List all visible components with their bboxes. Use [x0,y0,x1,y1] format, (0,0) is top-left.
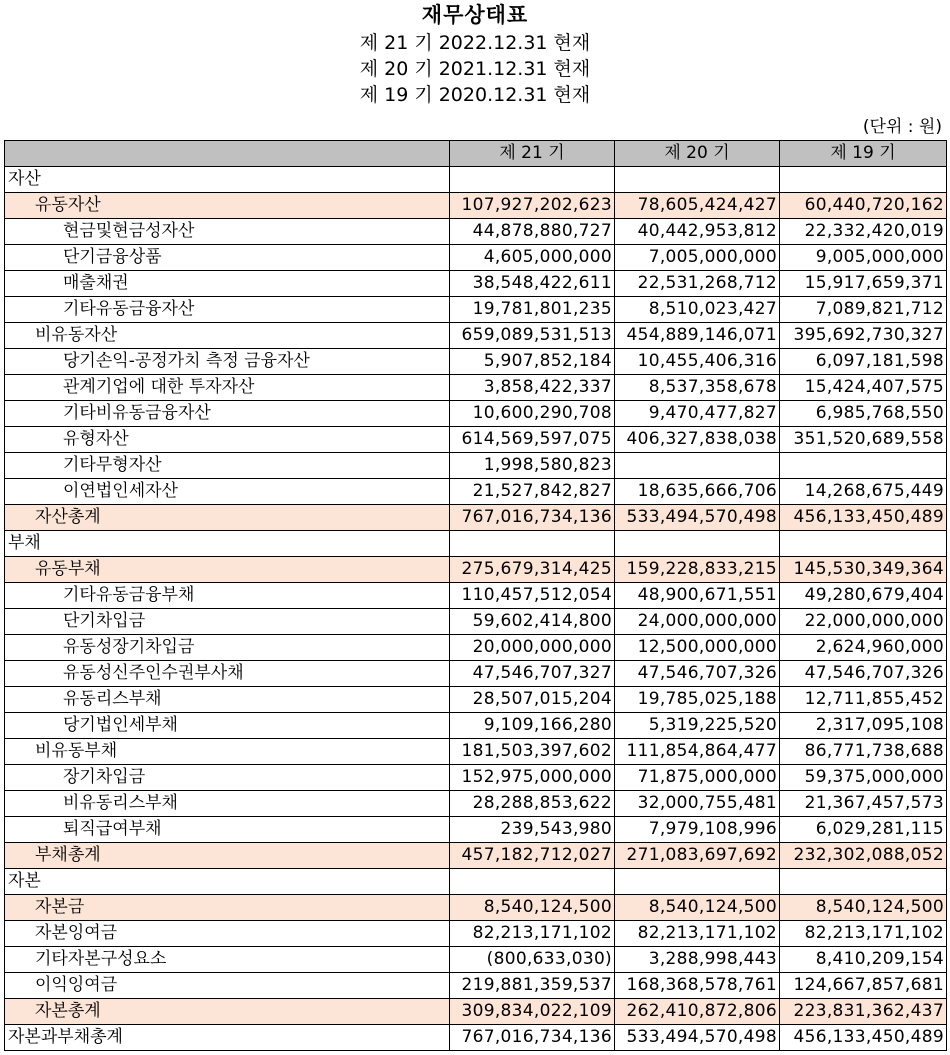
table-row [5,375,947,401]
value-cell: 767,016,734,136 [450,1025,615,1051]
value-cell: 614,569,597,075 [450,427,615,453]
row-label: 기타비유동금융자산 [5,401,450,427]
value-cell: 8,540,124,500 [780,895,947,921]
value-cell: 15,917,659,371 [780,271,947,297]
row-label: 단기금융상품 [5,245,450,271]
value-cell: 86,771,738,688 [780,739,947,765]
table-row [5,219,947,245]
value-cell: 22,000,000,000 [780,609,947,635]
period-line: 제 19 기 2020.12.31 현재 [359,84,591,106]
value-cell: 351,520,689,558 [780,427,947,453]
table-row [5,999,947,1025]
value-cell: 2,317,095,108 [780,713,947,739]
value-cell: 48,900,671,551 [615,583,780,609]
table-row [5,453,947,479]
row-label: 이연법인세자산 [5,479,450,505]
value-cell: 14,268,675,449 [780,479,947,505]
value-cell: 8,537,358,678 [615,375,780,401]
value-cell [450,869,615,895]
value-cell: 6,097,181,598 [780,349,947,375]
row-label: 장기차입금 [5,765,450,791]
value-cell: 12,711,855,452 [780,687,947,713]
row-label: 관계기업에 대한 투자자산 [5,375,450,401]
value-cell: 275,679,314,425 [450,557,615,583]
value-cell: 15,424,407,575 [780,375,947,401]
value-cell: 60,440,720,162 [780,193,947,219]
value-cell: 28,507,015,204 [450,687,615,713]
table-row [5,531,947,557]
row-label: 부채 [5,531,450,557]
row-label: 매출채권 [5,271,450,297]
value-cell: 110,457,512,054 [450,583,615,609]
value-cell: 59,375,000,000 [780,765,947,791]
value-cell: 406,327,838,038 [615,427,780,453]
value-cell: 47,546,707,327 [450,661,615,687]
value-cell: 18,635,666,706 [615,479,780,505]
column-header-21: 제 21 기 [450,141,615,167]
unit-label: (단위 : 원) [862,117,942,137]
value-cell: 59,602,414,800 [450,609,615,635]
table-row [5,765,947,791]
table-row [5,167,947,193]
value-cell: 19,781,801,235 [450,297,615,323]
row-label: 유동부채 [5,557,450,583]
value-cell: 8,410,209,154 [780,947,947,973]
header-row [5,141,947,167]
row-label: 자본잉여금 [5,921,450,947]
value-cell: 271,083,697,692 [615,843,780,869]
value-cell: (800,633,030) [450,947,615,973]
value-cell: 107,927,202,623 [450,193,615,219]
value-cell: 7,005,000,000 [615,245,780,271]
balance-sheet-table [4,140,947,1051]
value-cell: 9,005,000,000 [780,245,947,271]
table-row [5,661,947,687]
value-cell: 181,503,397,602 [450,739,615,765]
value-cell: 111,854,864,477 [615,739,780,765]
value-cell [780,869,947,895]
value-cell: 1,998,580,823 [450,453,615,479]
value-cell: 457,182,712,027 [450,843,615,869]
value-cell [780,453,947,479]
value-cell: 20,000,000,000 [450,635,615,661]
value-cell: 10,600,290,708 [450,401,615,427]
row-label: 기타유동금융부채 [5,583,450,609]
value-cell: 533,494,570,498 [615,1025,780,1051]
row-label: 유동자산 [5,193,450,219]
value-cell: 21,367,457,573 [780,791,947,817]
row-label: 유동성신주인수권부사채 [5,661,450,687]
table-row [5,323,947,349]
row-label: 당기손익-공정가치 측정 금융자산 [5,349,450,375]
row-label: 자본금 [5,895,450,921]
value-cell: 456,133,450,489 [780,1025,947,1051]
value-cell: 533,494,570,498 [615,505,780,531]
value-cell: 145,530,349,364 [780,557,947,583]
value-cell [615,453,780,479]
table-row [5,583,947,609]
value-cell: 659,089,531,513 [450,323,615,349]
value-cell: 5,907,852,184 [450,349,615,375]
value-cell: 28,288,853,622 [450,791,615,817]
table-row [5,687,947,713]
table-row [5,245,947,271]
table-row [5,609,947,635]
value-cell: 24,000,000,000 [615,609,780,635]
value-cell: 12,500,000,000 [615,635,780,661]
row-label: 자본총계 [5,999,450,1025]
value-cell: 82,213,171,102 [450,921,615,947]
value-cell: 159,228,833,215 [615,557,780,583]
value-cell: 82,213,171,102 [780,921,947,947]
row-label: 기타무형자산 [5,453,450,479]
value-cell: 456,133,450,489 [780,505,947,531]
value-cell: 47,546,707,326 [780,661,947,687]
value-cell: 454,889,146,071 [615,323,780,349]
table-row [5,843,947,869]
row-label: 당기법인세부채 [5,713,450,739]
row-label: 단기차입금 [5,609,450,635]
period-line: 제 21 기 2022.12.31 현재 [359,32,591,54]
value-cell: 767,016,734,136 [450,505,615,531]
column-header-20: 제 20 기 [615,141,780,167]
value-cell: 49,280,679,404 [780,583,947,609]
value-cell: 4,605,000,000 [450,245,615,271]
table-row [5,921,947,947]
column-header-label [5,141,450,167]
value-cell: 22,531,268,712 [615,271,780,297]
value-cell: 2,624,960,000 [780,635,947,661]
value-cell: 21,527,842,827 [450,479,615,505]
period-line: 제 20 기 2021.12.31 현재 [359,58,591,80]
row-label: 유동성장기차입금 [5,635,450,661]
value-cell: 7,089,821,712 [780,297,947,323]
table-row [5,869,947,895]
value-cell: 38,548,422,611 [450,271,615,297]
row-label: 비유동부채 [5,739,450,765]
row-label: 자산 [5,167,450,193]
value-cell [615,167,780,193]
value-cell [780,167,947,193]
value-cell: 10,455,406,316 [615,349,780,375]
table-row [5,635,947,661]
table-row [5,895,947,921]
table-row [5,505,947,531]
table-row [5,947,947,973]
table-row [5,427,947,453]
row-label: 현금및현금성자산 [5,219,450,245]
table-row [5,1025,947,1051]
row-label: 유형자산 [5,427,450,453]
value-cell: 32,000,755,481 [615,791,780,817]
value-cell: 9,109,166,280 [450,713,615,739]
table-row [5,349,947,375]
value-cell: 3,858,422,337 [450,375,615,401]
value-cell: 40,442,953,812 [615,219,780,245]
value-cell: 395,692,730,327 [780,323,947,349]
value-cell [450,167,615,193]
value-cell: 44,878,880,727 [450,219,615,245]
value-cell: 19,785,025,188 [615,687,780,713]
value-cell: 168,368,578,761 [615,973,780,999]
table-row [5,271,947,297]
statement-heading [0,0,950,108]
value-cell: 262,410,872,806 [615,999,780,1025]
value-cell: 223,831,362,437 [780,999,947,1025]
row-label: 기타자본구성요소 [5,947,450,973]
row-label: 이익잉여금 [5,973,450,999]
table-row [5,479,947,505]
value-cell: 219,881,359,537 [450,973,615,999]
value-cell [615,531,780,557]
row-label: 퇴직급여부채 [5,817,450,843]
table-row [5,401,947,427]
value-cell: 5,319,225,520 [615,713,780,739]
table-row [5,557,947,583]
value-cell: 71,875,000,000 [615,765,780,791]
table-row [5,817,947,843]
row-label: 자본과부채총계 [5,1025,450,1051]
value-cell: 8,510,023,427 [615,297,780,323]
value-cell: 7,979,108,996 [615,817,780,843]
table-row [5,791,947,817]
value-cell: 152,975,000,000 [450,765,615,791]
table-row [5,193,947,219]
table-row [5,713,947,739]
row-label: 비유동리스부채 [5,791,450,817]
table-row [5,297,947,323]
row-label: 비유동자산 [5,323,450,349]
value-cell: 82,213,171,102 [615,921,780,947]
table-row [5,739,947,765]
value-cell: 6,985,768,550 [780,401,947,427]
row-label: 부채총계 [5,843,450,869]
value-cell: 309,834,022,109 [450,999,615,1025]
row-label: 유동리스부채 [5,687,450,713]
table-row [5,973,947,999]
value-cell [450,531,615,557]
column-header-19: 제 19 기 [780,141,947,167]
value-cell: 9,470,477,827 [615,401,780,427]
value-cell: 8,540,124,500 [615,895,780,921]
value-cell [615,869,780,895]
value-cell: 232,302,088,052 [780,843,947,869]
value-cell: 239,543,980 [450,817,615,843]
value-cell: 47,546,707,326 [615,661,780,687]
row-label: 자산총계 [5,505,450,531]
statement-title: 재무상태표 [421,3,529,27]
value-cell: 8,540,124,500 [450,895,615,921]
value-cell: 78,605,424,427 [615,193,780,219]
value-cell: 124,667,857,681 [780,973,947,999]
value-cell [780,531,947,557]
row-label: 자본 [5,869,450,895]
value-cell: 6,029,281,115 [780,817,947,843]
value-cell: 3,288,998,443 [615,947,780,973]
value-cell: 22,332,420,019 [780,219,947,245]
row-label: 기타유동금융자산 [5,297,450,323]
